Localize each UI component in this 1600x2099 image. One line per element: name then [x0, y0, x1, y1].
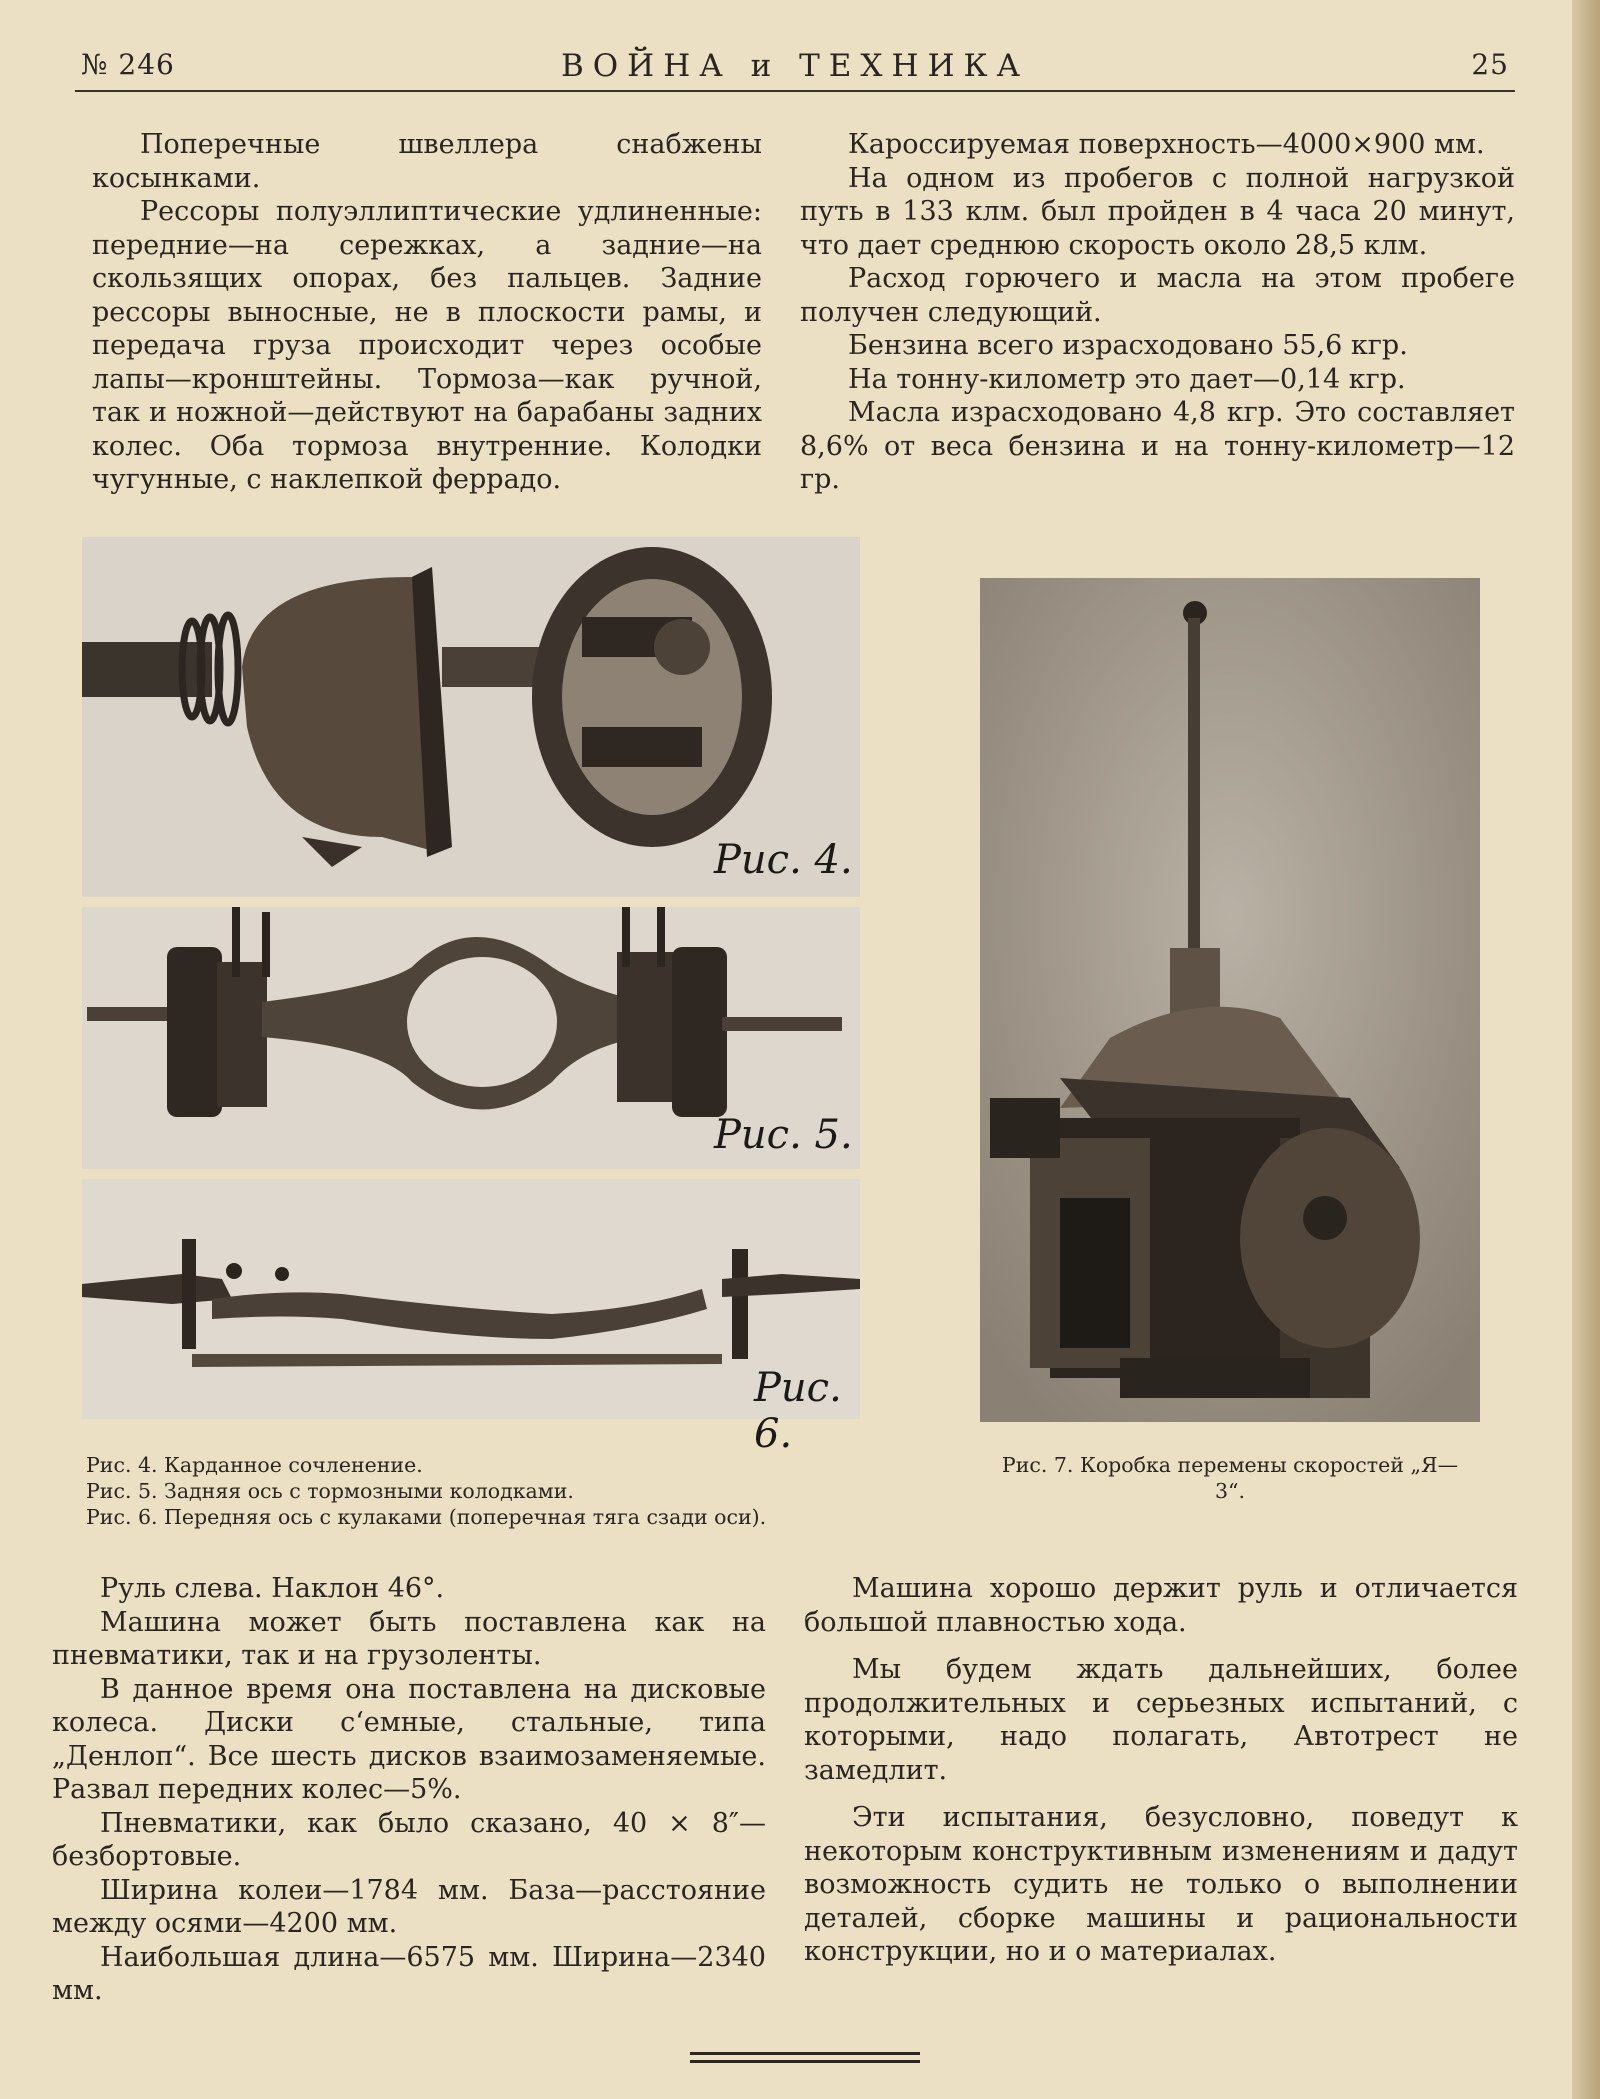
paragraph: Руль слева. Наклон 46°. [100, 1573, 445, 1604]
paragraph: Машина хорошо держит руль и отличается большой плавностью хода. [804, 1573, 1518, 1638]
figure-6-label: Рис. 6. [754, 1365, 842, 1457]
paragraph: Эти испытания, безусловно, поведут к некоторым конструктивным изменениям и дадут возможность судить не только о выполнении деталей, сборке машины и рациональности конструкции, но и о материалах. [804, 1802, 1518, 1967]
paragraph: Наибольшая длина—6575 мм. Ширина—2340 мм. [52, 1941, 766, 2006]
paragraph: Машина может быть поставлена как на пневматики, так и на грузоленты. [52, 1606, 766, 1671]
paragraph: Пневматики, как было сказано, 40 × 8″—безбортовые. [52, 1807, 766, 1872]
figure-captions-right [990, 1452, 1470, 1504]
paragraph: На одном из пробегов с полной нагрузкой путь в 133 клм. был пройден в 4 часа 20 минут, что дает среднюю скорость около 28,5 клм. [800, 162, 1515, 261]
top-right-column [800, 128, 1515, 497]
figure-6-caption: Рис. 6. Передняя ось с кулаками (поперечная тяга сзади оси). [86, 1505, 767, 1529]
bottom-left-column [52, 1572, 766, 2008]
figure-4-cardan-joint-photo [82, 537, 860, 897]
figure-4-caption: Рис. 4. Карданное сочленение. [86, 1453, 423, 1477]
paragraph: На тонну-километр это дает—0,14 кгр. [848, 363, 1406, 395]
paragraph: Бензина всего израсходовано 55,6 кгр. [848, 330, 1408, 361]
figure-4-label: Рис. 4. [714, 837, 853, 883]
figure-5-label: Рис. 5. [714, 1112, 853, 1158]
figure-7-caption: Рис. 7. Коробка перемены скоростей „Я—3“. [1001, 1453, 1459, 1503]
paragraph: Рессоры полуэллиптические удлиненные: передние—на сережках, а задние—на скользящих опорах, без пальцев. Задние рессоры выносные, не в плоскости рамы, и передача груза происходит через особые лапы—кронштейны. Тормоза—как ручной, так и ножной—действуют на барабаны задних колес. Оба тормоза внутренние. Колодки чугунные, с наклепкой феррадо. [92, 196, 762, 495]
figure-captions-left [86, 1452, 766, 1530]
figure-5-rear-axle-photo [82, 907, 860, 1169]
page-edge-shadow [1572, 0, 1600, 2099]
paragraph: В данное время она поставлена на дисковые колеса. Диски с‘емные, стальные, типа „Денлоп“. Все шесть дисков взаимозаменяемые. Развал передних колес—5%. [52, 1673, 766, 1805]
paragraph: Поперечные швеллера снабжены косынками. [92, 129, 762, 194]
paragraph: Ширина колеи—1784 мм. База—расстояние между осями—4200 мм. [52, 1874, 766, 1939]
issue-number: № 246 [81, 48, 175, 81]
figure-6-front-axle-photo [82, 1179, 860, 1457]
paragraph: Масла израсходовано 4,8 кгр. Это составляет 8,6% от веса бензина и на тонну-километр—12 гр. [800, 397, 1515, 495]
paragraph: Кароссируемая поверхность—4000×900 мм. [848, 129, 1485, 160]
journal-title: ВОЙНА и ТЕХНИКА [560, 48, 1030, 84]
running-header [75, 44, 1515, 92]
top-left-column [92, 128, 762, 497]
bottom-right-column [804, 1572, 1518, 1969]
paragraph: Мы будем ждать дальнейших, более продолжительных и серьезных испытаний, с которыми, надо полагать, Автотрест не замедлит. [804, 1654, 1518, 1786]
end-rule-top [690, 2052, 920, 2055]
paragraph: Расход горючего и масла на этом пробеге получен следующий. [800, 263, 1515, 328]
page-number: 25 [1471, 48, 1509, 81]
figure-7-gearbox-photo [980, 578, 1480, 1422]
end-rule-bottom [690, 2060, 920, 2063]
figure-5-caption: Рис. 5. Задняя ось с тормозными колодками. [86, 1479, 574, 1503]
